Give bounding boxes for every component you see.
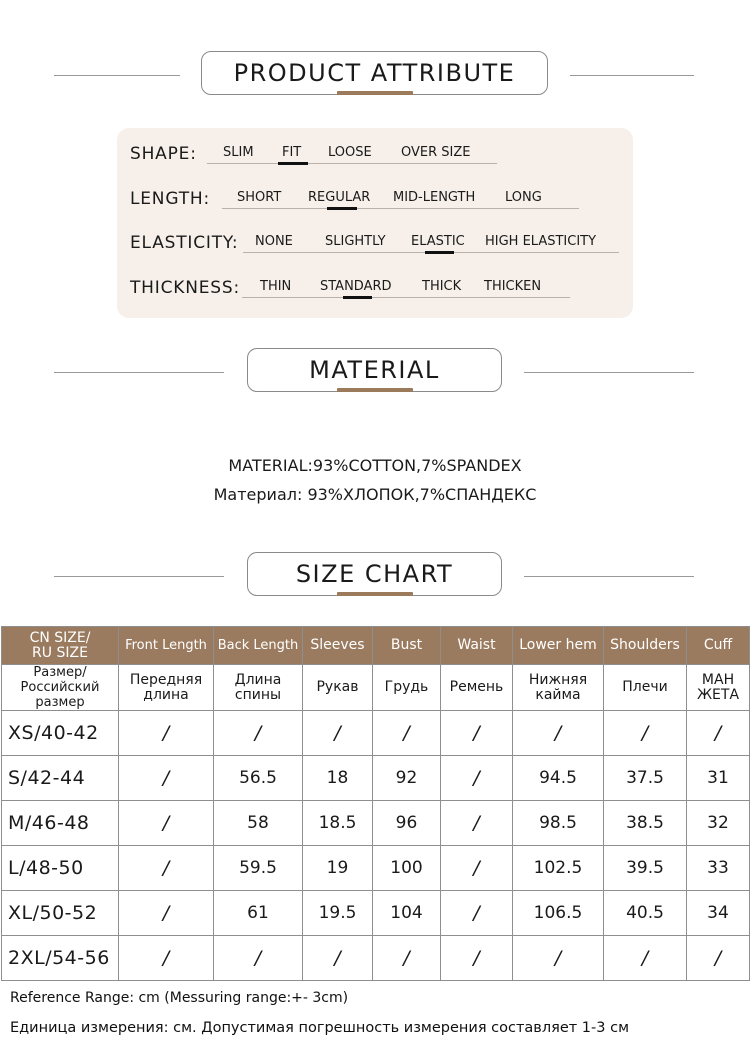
- selected-indicator: [327, 207, 357, 210]
- header-lower-hem: Lower hem: [513, 627, 604, 665]
- value-cell: 100: [373, 846, 441, 891]
- header-ru-bust: Грудь: [373, 665, 441, 711]
- material-title: MATERIAL: [247, 348, 502, 392]
- attr-underline: [207, 163, 497, 164]
- attr-label-thickness: THICKNESS:: [130, 278, 240, 298]
- table-row: [2, 846, 750, 891]
- size-cell: XL/50-52: [2, 891, 119, 936]
- value-cell: /: [373, 936, 441, 981]
- value-cell: 56.5: [214, 756, 303, 801]
- attr-underline: [222, 208, 579, 209]
- value-cell: /: [119, 846, 214, 891]
- title-accent: [337, 388, 413, 392]
- selected-indicator: [343, 296, 372, 299]
- option-slim: SLIM: [223, 145, 254, 160]
- value-cell: 38.5: [604, 801, 687, 846]
- value-cell: 19.5: [303, 891, 373, 936]
- reference-range-en: Reference Range: cm (Messuring range:+- 3cm): [10, 990, 349, 1006]
- value-cell: /: [513, 936, 604, 981]
- value-cell: /: [119, 936, 214, 981]
- option-elastic: ELASTIC: [411, 234, 465, 249]
- value-cell: /: [687, 711, 750, 756]
- value-cell: 92: [373, 756, 441, 801]
- value-cell: /: [119, 756, 214, 801]
- value-cell: 61: [214, 891, 303, 936]
- value-cell: 18: [303, 756, 373, 801]
- option-thin: THIN: [260, 279, 292, 294]
- header-bust: Bust: [373, 627, 441, 665]
- header-cn-size: CN SIZE/ RU SIZE: [2, 627, 119, 665]
- option-thicken: THICKEN: [484, 279, 542, 294]
- value-cell: 104: [373, 891, 441, 936]
- header-ru-sleeves: Рукав: [303, 665, 373, 711]
- header-ru-shoulders: Плечи: [604, 665, 687, 711]
- header-back-length: Back Length: [214, 627, 303, 665]
- value-cell: /: [604, 936, 687, 981]
- option-mid-length: MID-LENGTH: [393, 190, 476, 205]
- option-over-size: OVER SIZE: [401, 145, 471, 160]
- value-cell: /: [441, 711, 513, 756]
- header-sleeves: Sleeves: [303, 627, 373, 665]
- header-row-ru: [2, 665, 750, 711]
- material-header: [0, 348, 750, 398]
- size-chart-header: [0, 552, 750, 602]
- size-cell: XS/40-42: [2, 711, 119, 756]
- value-cell: 102.5: [513, 846, 604, 891]
- value-cell: /: [441, 891, 513, 936]
- header-waist: Waist: [441, 627, 513, 665]
- value-cell: /: [214, 936, 303, 981]
- divider-left: [54, 75, 180, 76]
- value-cell: 39.5: [604, 846, 687, 891]
- attr-label-length: LENGTH:: [130, 189, 210, 209]
- value-cell: /: [119, 711, 214, 756]
- size-cell: L/48-50: [2, 846, 119, 891]
- header-row-en: [2, 627, 750, 665]
- header-front-length: Front Length: [119, 627, 214, 665]
- value-cell: /: [119, 801, 214, 846]
- header-ru-front-length: Передняя длина: [119, 665, 214, 711]
- material-ru: Материал: 93%ХЛОПОК,7%СПАНДЕКС: [213, 485, 537, 504]
- value-cell: 94.5: [513, 756, 604, 801]
- value-cell: 31: [687, 756, 750, 801]
- header-ru-cuff: МАН ЖЕТА: [687, 665, 750, 711]
- value-cell: /: [119, 891, 214, 936]
- option-slightly: SLIGHTLY: [325, 234, 386, 249]
- header-ru-lower-hem: Нижняя кайма: [513, 665, 604, 711]
- attribute-panel: [117, 128, 633, 318]
- value-cell: /: [687, 936, 750, 981]
- size-cell: M/46-48: [2, 801, 119, 846]
- size-table: [1, 626, 750, 981]
- header-shoulders: Shoulders: [604, 627, 687, 665]
- table-row: [2, 801, 750, 846]
- option-short: SHORT: [237, 190, 282, 205]
- option-standard: STANDARD: [320, 279, 392, 294]
- size-chart-title: SIZE CHART: [247, 552, 502, 596]
- selected-indicator: [425, 251, 454, 254]
- table-row: [2, 711, 750, 756]
- option-long: LONG: [505, 190, 542, 205]
- value-cell: 96: [373, 801, 441, 846]
- option-thick: THICK: [422, 279, 462, 294]
- value-cell: 58: [214, 801, 303, 846]
- value-cell: /: [441, 801, 513, 846]
- selected-indicator: [278, 162, 308, 165]
- option-loose: LOOSE: [328, 145, 372, 160]
- value-cell: /: [441, 756, 513, 801]
- value-cell: 106.5: [513, 891, 604, 936]
- value-cell: 32: [687, 801, 750, 846]
- table-row: [2, 891, 750, 936]
- option-regular: REGULAR: [308, 190, 371, 205]
- size-cell: S/42-44: [2, 756, 119, 801]
- value-cell: /: [513, 711, 604, 756]
- header-cuff: Cuff: [687, 627, 750, 665]
- value-cell: /: [303, 936, 373, 981]
- header-ru-back-length: Длина спины: [214, 665, 303, 711]
- value-cell: 98.5: [513, 801, 604, 846]
- table-row: [2, 936, 750, 981]
- option-fit: FIT: [282, 145, 302, 160]
- material-en: MATERIAL:93%COTTON,7%SPANDEX: [228, 456, 522, 475]
- value-cell: /: [303, 711, 373, 756]
- value-cell: /: [373, 711, 441, 756]
- product-attribute-header: [0, 51, 750, 101]
- divider-left: [54, 576, 224, 577]
- attr-underline: [242, 297, 570, 298]
- value-cell: 37.5: [604, 756, 687, 801]
- divider-right: [570, 75, 694, 76]
- size-cell: 2XL/54-56: [2, 936, 119, 981]
- divider-right: [524, 576, 694, 577]
- table-row: [2, 756, 750, 801]
- value-cell: /: [604, 711, 687, 756]
- value-cell: 34: [687, 891, 750, 936]
- value-cell: /: [214, 711, 303, 756]
- divider-right: [524, 372, 694, 373]
- value-cell: 33: [687, 846, 750, 891]
- divider-left: [54, 372, 224, 373]
- attr-label-shape: SHAPE:: [130, 144, 197, 164]
- value-cell: 18.5: [303, 801, 373, 846]
- value-cell: 19: [303, 846, 373, 891]
- option-high-elasticity: HIGH ELASTICITY: [485, 234, 597, 249]
- value-cell: 59.5: [214, 846, 303, 891]
- value-cell: 40.5: [604, 891, 687, 936]
- value-cell: /: [441, 846, 513, 891]
- size-table-body: [2, 711, 750, 981]
- header-ru-size: Размер/ Российский размер: [2, 665, 119, 711]
- title-accent: [337, 592, 413, 596]
- attr-label-elasticity: ELASTICITY:: [130, 233, 239, 253]
- title-accent: [337, 91, 413, 95]
- product-attribute-title: PRODUCT ATTRIBUTE: [201, 51, 548, 95]
- value-cell: /: [441, 936, 513, 981]
- option-none: NONE: [255, 234, 293, 249]
- reference-range-ru: Единица измерения: см. Допустимая погрешность измерения составляет 1-3 см: [10, 1020, 630, 1036]
- header-ru-waist: Ремень: [441, 665, 513, 711]
